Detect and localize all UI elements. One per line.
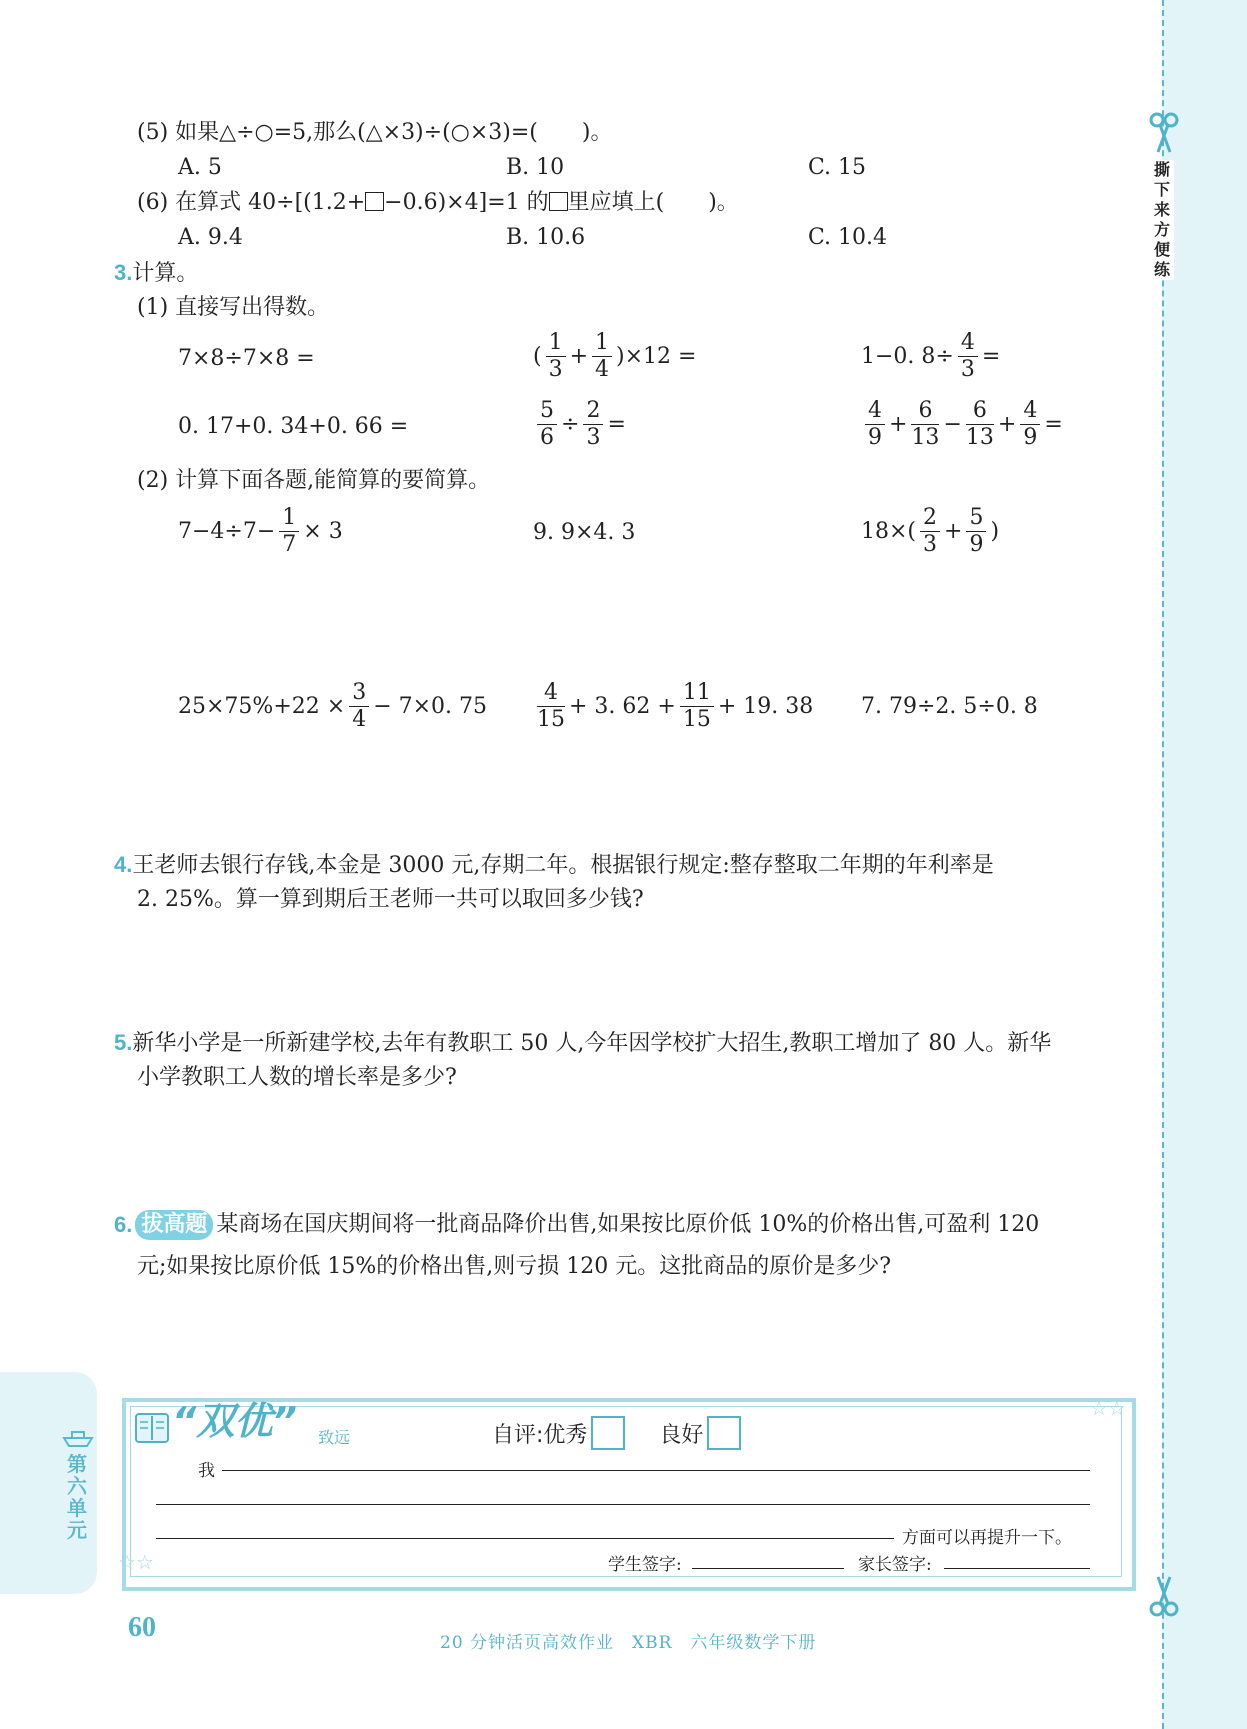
q4-line2: 2. 25%。算一算到期后王老师一共可以取回多少钱? — [137, 887, 644, 912]
excellent-checkbox[interactable] — [591, 1416, 625, 1450]
q6-text: 某商场在国庆期间将一批商品降价出售,如果按比原价低 10%的价格出售,可盈利 120 — [216, 1212, 1040, 1237]
expr-text: + 3. 62 + — [569, 694, 676, 719]
q6-number: 6. — [114, 1212, 133, 1237]
q2-item5-stem: (5) 如果△÷○=5,那么(△×3)÷(○×3)=( )。 — [137, 120, 613, 145]
q3-number: 3. — [114, 260, 133, 285]
q3-expr-2 — [533, 330, 696, 383]
paren-close: ) — [990, 519, 1000, 544]
operator: + — [569, 344, 589, 369]
q2-item6-stem — [137, 190, 739, 216]
expr-text: × 3 — [303, 519, 343, 544]
blank-box — [365, 192, 384, 211]
q5-number: 5. — [114, 1030, 133, 1055]
q2-item6-stem-pre: (6) 在算式 40÷[(1.2+ — [137, 190, 366, 215]
scissors-icon — [1149, 112, 1179, 154]
fraction: $\frac{4}{15}$ — [537, 680, 565, 732]
paren-open: ( — [533, 344, 542, 369]
fraction: $\frac{2}{3}$ — [583, 398, 603, 451]
equals: = — [981, 344, 1001, 369]
q2-item6-option-b: B. 10.6 — [506, 225, 586, 250]
q4-text: 王老师去银行存钱,本金是 3000 元,存期二年。根据银行规定:整存整取二年期的年利率是 — [132, 853, 994, 878]
student-sign-label: 学生签字: — [608, 1555, 682, 1575]
page-number: 60 — [128, 1612, 156, 1643]
q3-title: 计算。 — [132, 261, 199, 286]
expr-text: 7−4÷7− — [178, 519, 276, 544]
equals: = — [607, 412, 626, 437]
q3-calc-3 — [861, 505, 999, 558]
operator: + — [944, 519, 963, 544]
q2-item5-option-b: B. 10 — [506, 155, 565, 180]
fraction: $\frac{4}{3}$ — [958, 330, 978, 383]
improve-line-3[interactable] — [156, 1538, 894, 1539]
expr-text: 18×( — [861, 519, 917, 544]
fraction: $\frac{1}{4}$ — [592, 330, 612, 383]
q3-part1: (1) 直接写出得数。 — [137, 295, 330, 320]
q6-line1 — [114, 1210, 1039, 1240]
q3-expr-1: 7×8÷7×8 = — [178, 346, 315, 371]
q5-line1 — [114, 1030, 1051, 1057]
q4-number: 4. — [114, 852, 133, 877]
logo-sub: 致远 — [318, 1428, 351, 1447]
q3-expr-5 — [533, 398, 626, 451]
good-label: 良好 — [659, 1422, 704, 1448]
operator: + — [997, 412, 1017, 437]
good-checkbox[interactable] — [707, 1416, 741, 1450]
q3-expr-4: 0. 17+0. 34+0. 66 = — [178, 414, 409, 439]
q5-line2: 小学教职工人数的增长率是多少? — [137, 1065, 457, 1090]
improve-line-1[interactable] — [222, 1470, 1090, 1471]
blank-box — [549, 192, 568, 211]
q3-heading — [114, 260, 198, 287]
q3-calc-1 — [178, 505, 343, 558]
tear-label: 撕下来方便练 — [1150, 160, 1174, 280]
operator: + — [889, 412, 908, 437]
fraction: $\frac{4}{9}$ — [865, 398, 885, 451]
q3-expr-3 — [861, 330, 1000, 383]
challenge-badge: 拔高题 — [135, 1210, 213, 1240]
parent-sign-label: 家长签字: — [858, 1555, 932, 1575]
fraction: $\frac{6}{13}$ — [965, 398, 994, 450]
q3-part2: (2) 计算下面各题,能简算的要简算。 — [137, 468, 491, 493]
q5-text: 新华小学是一所新建学校,去年有教职工 50 人,今年因学校扩大招生,教职工增加了 80 人。新华 — [132, 1031, 1052, 1056]
parent-sign-line[interactable] — [944, 1568, 1090, 1569]
q6-line2: 元;如果按比原价低 15%的价格出售,则亏损 120 元。这批商品的原价是多少? — [137, 1254, 892, 1279]
star-icon-left: ☆☆ — [118, 1550, 154, 1574]
q3-calc-5 — [533, 680, 813, 733]
paren-close: )×12 = — [616, 344, 697, 369]
self-eval-row — [492, 1416, 741, 1450]
star-icon: ☆☆ — [1090, 1396, 1126, 1420]
q2-item5-option-c: C. 15 — [808, 155, 867, 180]
footer-title: 20 分钟活页高效作业 XBR 六年级数学下册 — [440, 1633, 817, 1653]
student-sign-line[interactable] — [692, 1568, 844, 1569]
fraction: $\frac{1}{7}$ — [279, 505, 299, 558]
fraction: $\frac{4}{9}$ — [1020, 398, 1040, 451]
expr-text: 1−0. 8÷ — [861, 344, 954, 369]
fraction: $\frac{5}{6}$ — [537, 398, 557, 451]
scissors-icon-bottom — [1149, 1575, 1179, 1617]
fraction: $\frac{6}{13}$ — [911, 398, 940, 450]
q4-line1 — [114, 852, 994, 879]
expr-text: − 7×0. 75 — [373, 694, 488, 719]
expr-text: 25×75%+22 × — [178, 694, 346, 719]
q2-item6-option-c: C. 10.4 — [808, 225, 888, 250]
fraction: $\frac{1}{3}$ — [546, 330, 566, 383]
q3-expr-6 — [861, 398, 1063, 451]
self-eval-label: 自评:优秀 — [492, 1422, 588, 1448]
ship-icon — [62, 1428, 94, 1452]
improve-line-2[interactable] — [156, 1504, 1090, 1505]
fraction: $\frac{5}{9}$ — [966, 505, 986, 558]
unit-label: 第六单元 — [67, 1452, 87, 1542]
q2-item6-stem-end: 里应填上( )。 — [567, 190, 739, 215]
q3-calc-2: 9. 9×4. 3 — [533, 520, 636, 545]
fraction: $\frac{3}{4}$ — [349, 680, 369, 733]
q3-calc-4 — [178, 680, 487, 733]
q3-calc-6: 7. 79÷2. 5÷0. 8 — [861, 694, 1038, 719]
operator: − — [943, 412, 962, 437]
equals: = — [1044, 412, 1063, 437]
improve-suffix: 方面可以再提升一下。 — [902, 1528, 1072, 1548]
me-label: 我 — [198, 1461, 215, 1481]
book-icon — [134, 1412, 170, 1448]
q2-item6-option-a: A. 9.4 — [178, 225, 243, 250]
expr-text: + 19. 38 — [717, 694, 814, 719]
tear-strip — [1162, 0, 1247, 1729]
fraction: $\frac{11}{15}$ — [680, 680, 714, 733]
logo-main: “双优” — [172, 1399, 297, 1443]
fraction: $\frac{2}{3}$ — [920, 505, 940, 558]
operator: ÷ — [561, 412, 580, 437]
q2-item6-stem-post: −0.6)×4]=1 的 — [384, 190, 549, 215]
q2-item5-option-a: A. 5 — [178, 155, 222, 180]
